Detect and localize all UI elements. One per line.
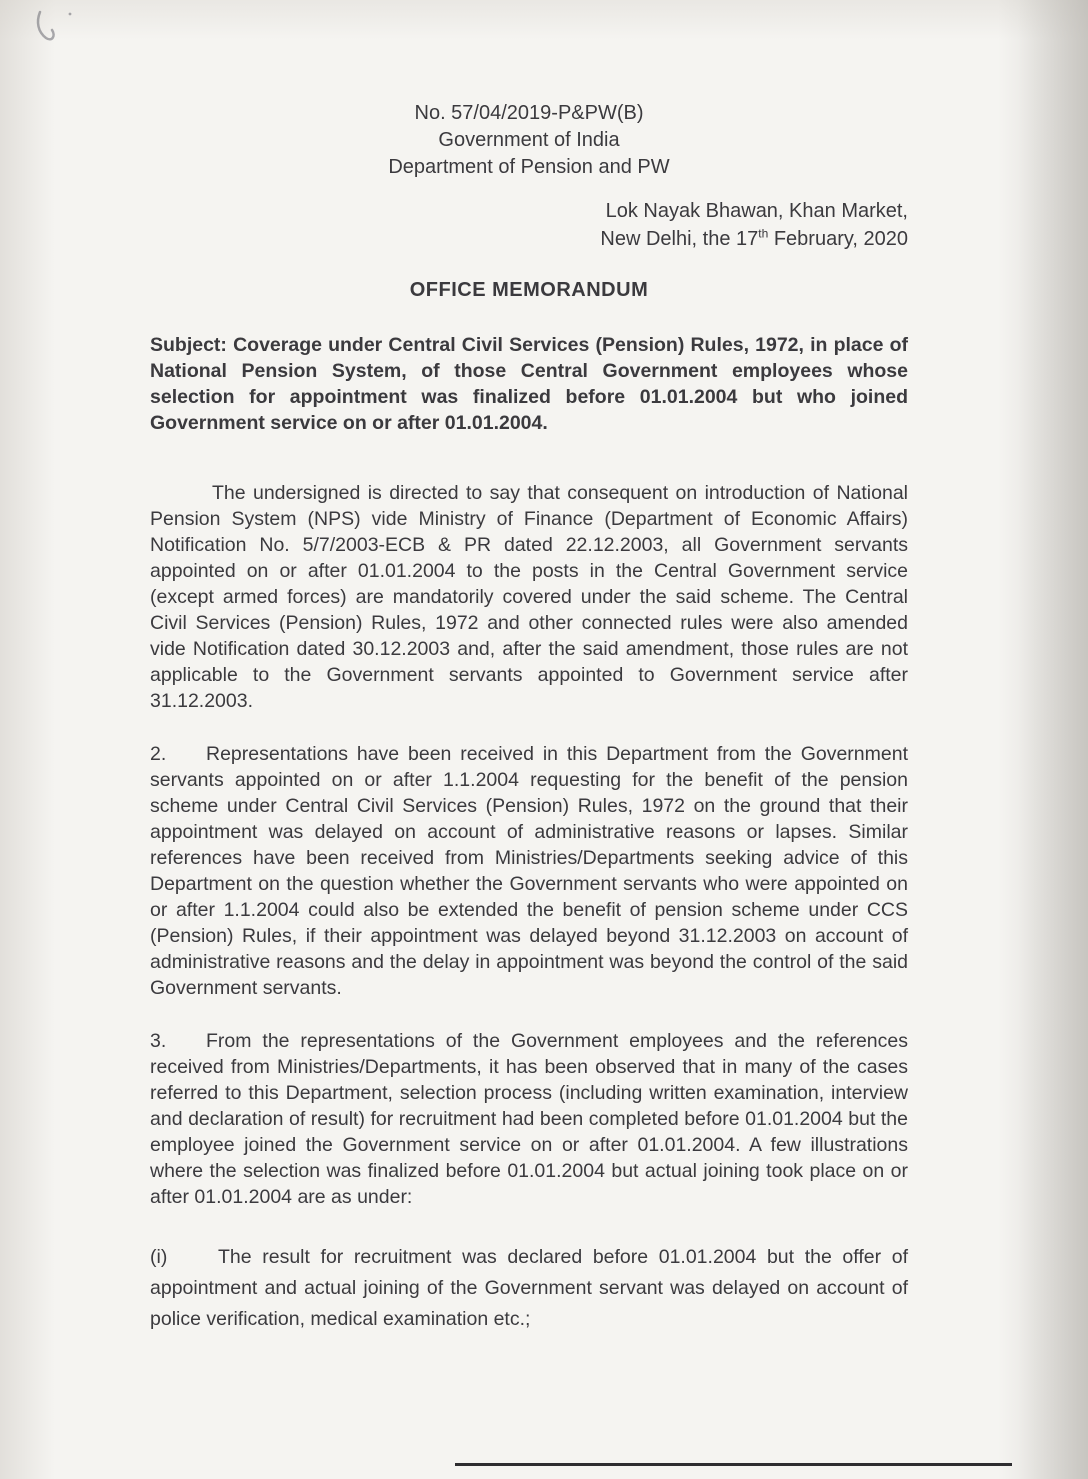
- paragraph-3: [150, 1028, 908, 1210]
- memo-title: OFFICE MEMORANDUM: [409, 279, 649, 301]
- date-suffix: February, 2020: [768, 228, 908, 250]
- paragraph-2-number: 2.: [150, 743, 167, 765]
- clause-i-label: (i): [150, 1246, 168, 1268]
- page-bottom-scan-line: [455, 1463, 1012, 1466]
- subject-paragraph: Subject: Coverage under Central Civil Services (Pension) Rules, 1972, in place of National Pension System, of those Central Government employees whose selection for appointment was finalized before 01.01.2004 but who joined Government service on or after 01.01.2004.: [150, 334, 908, 434]
- department-name: Department of Pension and PW: [388, 156, 670, 178]
- letterhead: [150, 100, 908, 181]
- clause-i-text: The result for recruitment was declared before 01.01.2004 but the offer of appointment and actual joining of the Government servant was delayed on account of police verification, medical examination etc.;: [150, 1246, 908, 1330]
- paragraph-2: [150, 741, 908, 1001]
- address-date-block: [150, 197, 908, 253]
- address-line: Lok Nayak Bhawan, Khan Market,: [605, 200, 908, 222]
- clause-i: [150, 1242, 908, 1335]
- date-prefix: New Delhi, the 17: [600, 228, 759, 250]
- date-line: [150, 225, 908, 253]
- org-name: Government of India: [438, 129, 620, 151]
- paragraph-3-number: 3.: [150, 1030, 167, 1052]
- date-ordinal: th: [758, 226, 769, 241]
- paragraph-2-text: Representations have been received in this Department from the Government servants appointed on or after 1.1.2004 requesting for the benefit of the pension scheme under Central Civil Services (Pension) Rules, 1972 on the ground that their appointment was delayed on account of administrative reasons or lapses. Similar references have been received from Ministries/Departments seeking advice of this Department on the question whether the Government servants who were appointed on or after 1.1.2004 could also be extended the benefit of pension scheme under CCS (Pension) Rules, if their appointment was delayed beyond 31.12.2003 on account of administrative reasons and the delay in appointment was beyond the control of the said Government servants.: [150, 743, 908, 999]
- reference-number: No. 57/04/2019-P&PW(B): [414, 102, 644, 124]
- paragraph-3-text: From the representations of the Government employees and the references received from Ministries/Departments, it has been observed that in many of the cases referred to this Department, selection process (including written examination, interview and declaration of result) for recruitment had been completed before 01.01.2004 but the employee joined the Government service on or after 01.01.2004. A few illustrations where the selection was finalized before 01.01.2004 but actual joining took place on or after 01.01.2004 are as under:: [150, 1030, 908, 1208]
- paragraph-1: The undersigned is directed to say that consequent on introduction of National Pension System (NPS) vide Ministry of Finance (Department of Economic Affairs) Notification No. 5/7/2003-ECB & PR dated 22.12.2003, all Government servants appointed on or after 01.01.2004 to the posts in the Central Government service (except armed forces) are mandatorily covered under the said scheme. The Central Civil Services (Pension) Rules, 1972 and other connected rules were also amended vide Notification dated 30.12.2003 and, after the said amendment, those rules are not applicable to the Government servants appointed to Government service after 31.12.2003.: [150, 482, 908, 712]
